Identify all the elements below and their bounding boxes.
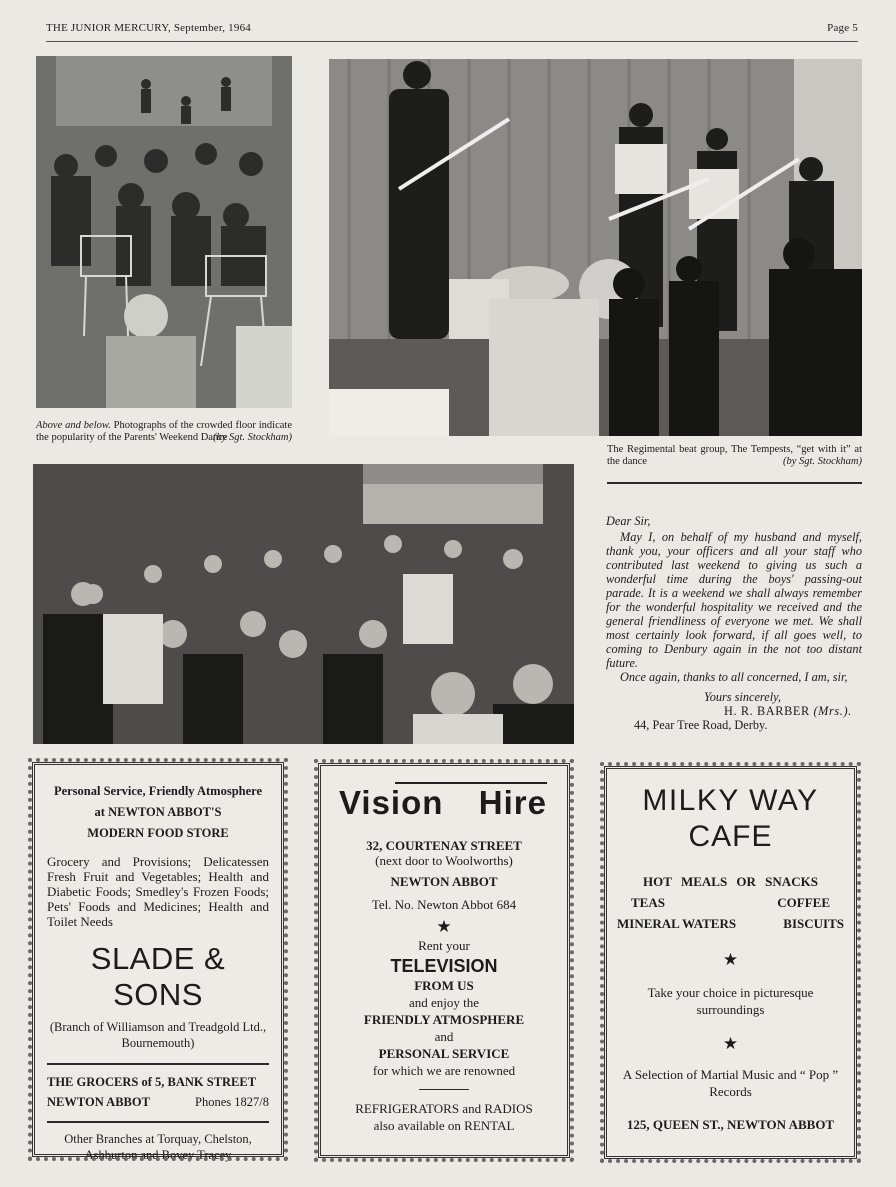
ad-divider <box>47 1063 269 1065</box>
page-header <box>46 22 858 42</box>
ad-address: 125, QUEEN ST., NEWTON ABBOT <box>626 1117 835 1132</box>
ad-hot-meals: HOT MEALS OR SNACKS <box>643 874 818 889</box>
cafe-name: MILKY WAY <box>642 784 819 817</box>
star-icon: ★ <box>436 917 452 936</box>
letter-body-1: May I, on behalf of my husband and myself, thank you, your officers and all your staff who contributed last weekend to giving us such a wonderful time during the boys' passing-out parade. It is a weekend we shall always remember for the wonderful hospitality we received and the general friendliness of everyone we met. We shall most certainly look forward, if all goes well, to coming to Denbury again in the not too distant future. <box>606 530 862 670</box>
signature-name: H. R. BARBER <box>724 704 810 718</box>
letter-closing: Yours sincerely, <box>704 690 781 704</box>
ad-from-us: FROM US <box>414 978 474 993</box>
slade-and-sons-ad <box>32 762 284 1162</box>
page-number: Page 5 <box>827 22 858 34</box>
cafe-type: CAFE <box>688 820 773 853</box>
ad-telephone: Tel. No. Newton Abbot 684 <box>371 897 517 912</box>
ad-tagline: Personal Service, Friendly Atmosphere <box>53 784 263 798</box>
ad-location: at NEWTON ABBOT'S <box>94 805 222 819</box>
signature-suffix: (Mrs.). <box>813 704 852 718</box>
ad-store-type: MODERN FOOD STORE <box>87 826 229 840</box>
crowded-dance-floor-photo <box>36 56 292 408</box>
ad-enjoy: and enjoy the <box>408 995 480 1010</box>
ad-street: 32, COURTENAY STREET <box>366 838 522 853</box>
logo-word-hire: Hire <box>478 784 547 821</box>
ad-drinks-row <box>617 892 844 913</box>
ad-coffee: COFFEE <box>777 895 830 910</box>
logo-word-vision: Vision <box>339 784 444 821</box>
star-icon: ★ <box>722 950 739 969</box>
ad-renowned: for which we are renowned <box>372 1063 516 1078</box>
ad-teas: TEAS <box>631 895 665 910</box>
ad-biscuits: BISCUITS <box>783 916 844 931</box>
caption-lead: Above and below. <box>36 420 111 431</box>
ad-town: NEWTON ABBOT <box>47 1095 150 1109</box>
photo-credit: (by Sgt. Stockham) <box>782 456 862 467</box>
ad-town: NEWTON ABBOT <box>390 874 498 889</box>
milky-way-cafe-ad <box>604 766 857 1159</box>
ad-television: TELEVISION <box>390 956 498 976</box>
vision-hire-ad <box>318 763 570 1158</box>
caption-text: The Regimental beat group, The Tempests, “get with it” at the dance <box>607 444 862 467</box>
ad-service: PERSONAL SERVICE <box>378 1046 510 1061</box>
ad-and: and <box>434 1029 454 1044</box>
photo-credit: (by Sgt. Stockham) <box>212 432 292 443</box>
ad-address-row <box>47 1091 269 1113</box>
letter-body-2: Once again, thanks to all concerned, I am, sir, <box>620 670 848 684</box>
ad-address-1: THE GROCERS of 5, BANK STREET <box>47 1075 257 1089</box>
letter-signature <box>606 704 862 718</box>
ad-music: A Selection of Martial Music and “ Pop ” Records <box>622 1067 839 1099</box>
letter-to-editor <box>606 514 862 732</box>
ad-store-name: SLADE & SONS <box>90 941 226 1012</box>
ad-landmark: (next door to Woolworths) <box>375 853 513 868</box>
star-icon: ★ <box>722 1034 739 1053</box>
ad-divider <box>47 1121 269 1123</box>
right-photo-caption <box>607 444 862 468</box>
ad-phones: Phones 1827/8 <box>195 1095 269 1109</box>
ad-choice: Take your choice in picturesque surroundings <box>647 985 814 1017</box>
tempests-band-photo <box>329 59 862 436</box>
ad-snacks-row <box>617 913 844 934</box>
letter-salutation: Dear Sir, <box>606 514 651 528</box>
ad-branch-note: (Branch of Williamson and Treadgold Ltd., Bournemouth) <box>49 1020 267 1050</box>
ad-mineral-waters: MINERAL WATERS <box>617 916 737 931</box>
letter-address: 44, Pear Tree Road, Derby. <box>634 718 768 732</box>
dancers-photo <box>33 464 574 744</box>
ad-divider <box>419 1089 469 1090</box>
ad-rent: Rent your <box>418 938 470 953</box>
left-photo-caption <box>36 420 292 444</box>
ad-products: Grocery and Provisions; Delicatessen Fresh Fruit and Vegetables; Health and Diabetic Foods; Smedley's Frozen Foods; Pets' Foods and Medicines; Health and Toilet Needs <box>47 854 269 929</box>
vision-hire-logo <box>333 778 555 820</box>
ad-appliances: REFRIGERATORS and RADIOS <box>355 1101 533 1116</box>
publication-line: THE JUNIOR MERCURY, September, 1964 <box>46 22 251 34</box>
ad-rental: also available on RENTAL <box>373 1118 515 1133</box>
ad-other-branches: Other Branches at Torquay, Chelston, Ashburton and Bovey Tracey <box>64 1132 252 1162</box>
caption-divider <box>607 482 862 484</box>
ad-friendly: FRIENDLY ATMOSPHERE <box>363 1012 525 1027</box>
caption-text: Photographs of the crowded floor indicate the popularity of the Parents' Weekend Dance <box>36 420 292 443</box>
